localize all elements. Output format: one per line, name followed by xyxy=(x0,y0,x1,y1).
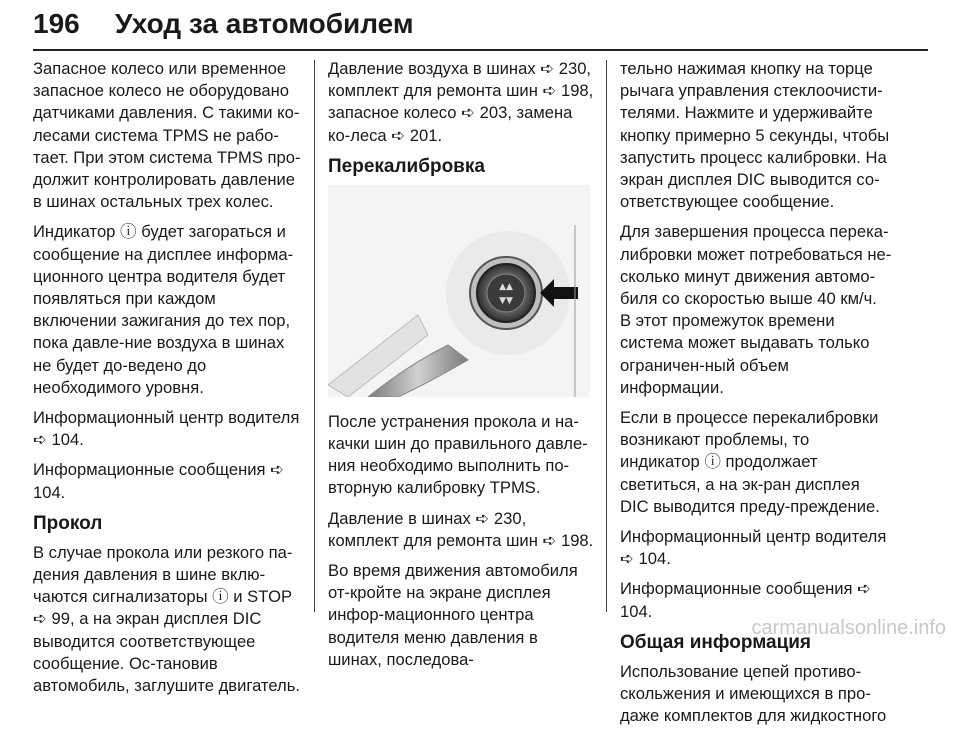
header-divider xyxy=(33,49,928,51)
paragraph: тельно нажимая кнопку на торце рычага управления стеклоочисти-телями. Нажмите и удерживайте кнопку примерно 5 секунды, чтобы запустить процесс калибровки. На экран дисплея DIC выводится со-ответствующее сообщение. xyxy=(620,59,890,212)
cross-reference[interactable]: Информационный центр водителя ➪ 104. xyxy=(33,408,300,450)
column-left xyxy=(33,58,301,705)
paragraph: Для завершения процесса перека-либровки может потребоваться не-сколько минут движения автомо-биля со скоростью выше 40 км/ч. В этот промежуток времени система может выдавать только ограничен-ный объем информации. xyxy=(620,222,892,397)
paragraph: Использование цепей противо-скольжения и имеющихся в про-даже комплектов для жидкостного xyxy=(620,661,887,726)
cross-reference[interactable]: Информационные сообщения ➪ 104. xyxy=(620,579,872,621)
cross-reference[interactable]: Информационный центр водителя ➪ 104. xyxy=(620,527,887,569)
wiper-lever-illustration xyxy=(328,185,590,397)
section-heading-general: Общая информация xyxy=(620,631,812,653)
section-heading-puncture: Прокол xyxy=(33,512,103,534)
paragraph: Индикатор ⓘ будет загораться и сообщение на дисплее информа-ционного центра водителя будет появляться при каждом включении зажигания до тех пор, пока давле-ние воздуха в шинах не будет до-ведено до необходимого уровня. xyxy=(33,222,294,397)
page-title: Уход за автомобилем xyxy=(115,8,414,39)
paragraph: После устранения прокола и на-качки шин до правильного давле-ния необходимо выполнить по-вторную калибровку TPMS. xyxy=(328,411,588,498)
paragraph: В случае прокола или резкого па-дения давления в шине вклю-чаются сигнализаторы ⓘ и STOP ➪ 99, а на экран дисплея DIC выводится соответствующее сообщение. Ос-тановив автомобиль, заглушите двигатель. xyxy=(33,542,300,696)
cross-reference[interactable]: Информационные сообщения ➪ 104. xyxy=(33,460,285,502)
paragraph: Если в процессе перекалибровки возникают проблемы, то индикатор ⓘ продолжает светиться, а на эк-ран дисплея DIC выводится преду-преждение. xyxy=(620,408,880,516)
paragraph: Давление воздуха в шинах ➪ 230, комплект для ремонта шин ➪ 198, запасное колесо ➪ 203, замена ко-леса ➪ 201. xyxy=(328,59,594,145)
wiper-lever-button-figure xyxy=(328,185,590,397)
column-divider xyxy=(314,60,315,612)
paragraph: Во время движения автомобиля от-кройте на экране дисплея инфор-мационного центра водителя меню давления в шинах, последова- xyxy=(328,561,578,669)
watermark: carmanualsonline.info xyxy=(751,617,946,639)
column-divider xyxy=(606,60,607,612)
svg-text:▼▼: ▼▼ xyxy=(499,295,513,306)
svg-text:▲▲: ▲▲ xyxy=(499,281,513,292)
paragraph: Запасное колесо или временное запасное колесо не оборудовано датчиками давления. С такими ко-лесами система TPMS не рабо-тает. При этом система TPMS про-должит контролировать давление в шинах остальных трех колес. xyxy=(33,59,301,212)
cross-reference[interactable]: Давление в шинах ➪ 230, комплект для ремонта шин ➪ 198. xyxy=(328,508,594,550)
section-heading-recalibration: Перекалибровка xyxy=(328,155,485,177)
column-middle xyxy=(328,58,596,679)
page-number: 196 xyxy=(33,8,80,39)
